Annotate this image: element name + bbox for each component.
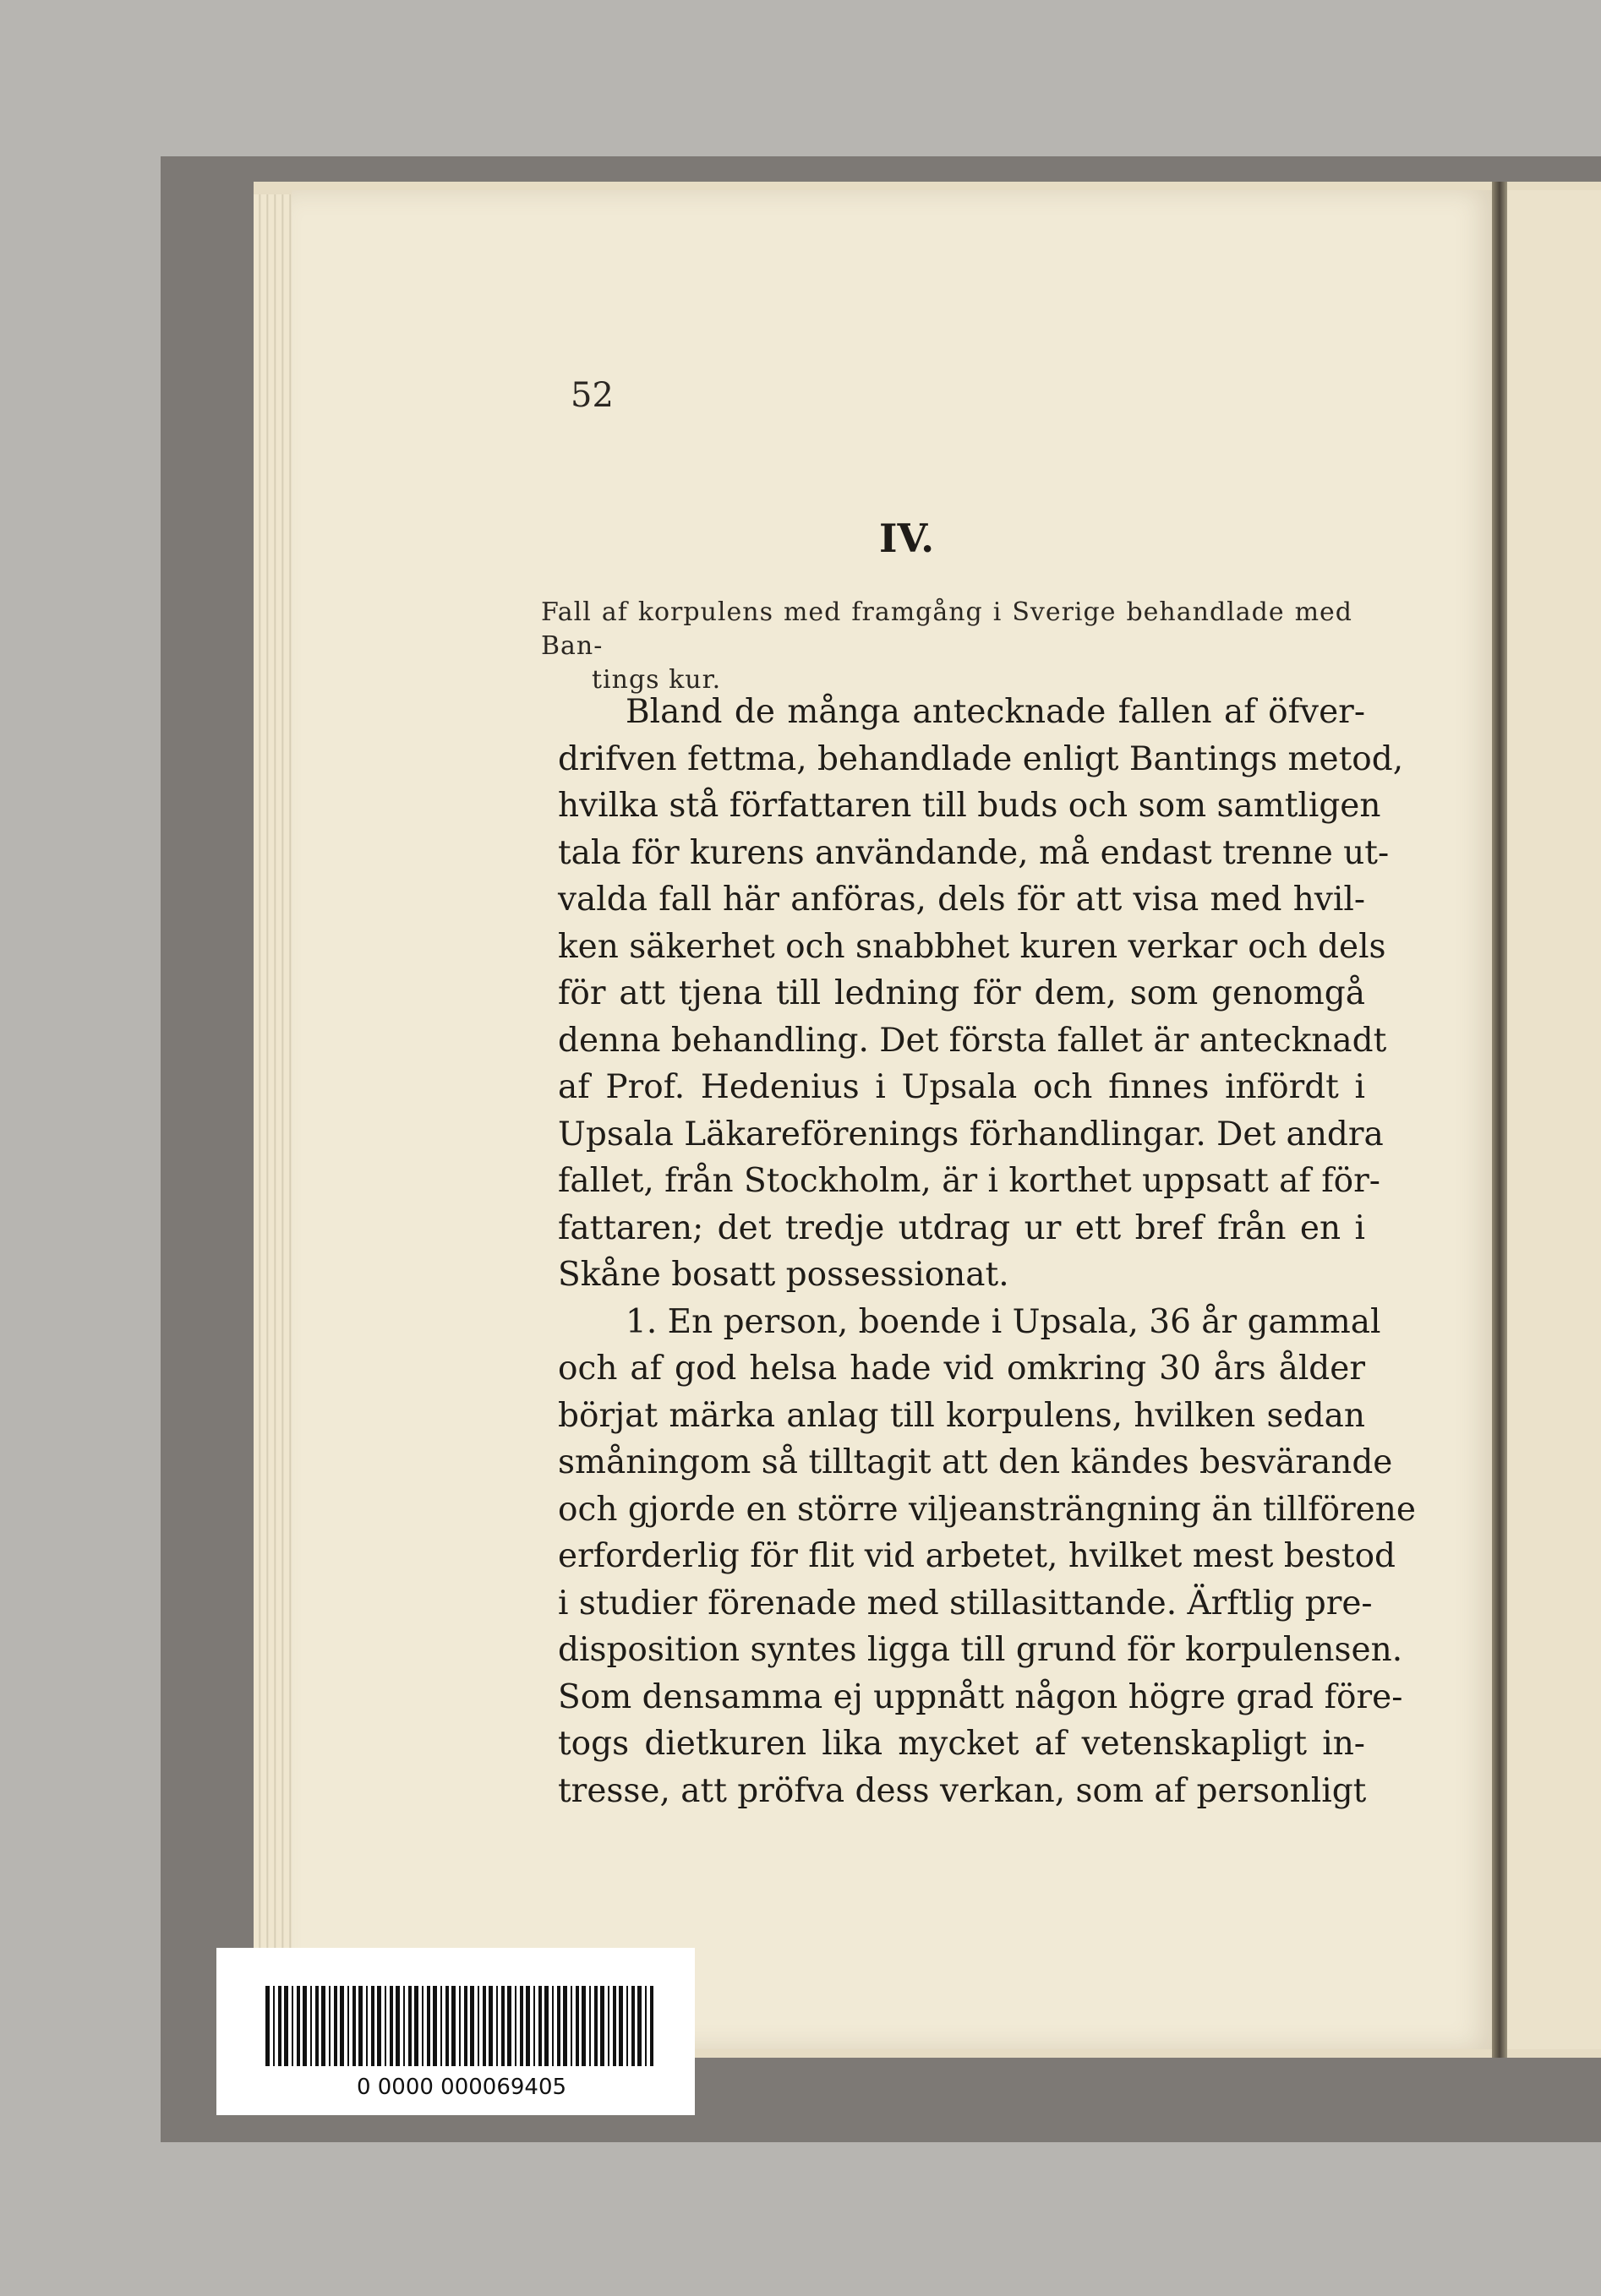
body-text [558, 689, 1416, 1814]
text-line: Upsala Läkareförenings förhandlingar. Det andra [558, 1115, 1384, 1153]
text-line: denna behandling. Det första fallet är antecknadt [558, 1021, 1387, 1060]
text-line: börjat märka anlag till korpulens, hvilken sedan [558, 1396, 1365, 1435]
facing-page-edge [1507, 190, 1601, 2049]
text-line: tresse, att pröfva dess verkan, som af personligt [558, 1771, 1367, 1810]
page-number: 52 [571, 376, 614, 415]
text-line: af Prof. Hedenius i Upsala och finnes infördt i [558, 1068, 1365, 1106]
text-line: drifven fettma, behandlade enligt Bantings metod, [558, 739, 1404, 778]
text-line: småningom så tilltagit att den kändes besvärande [558, 1443, 1393, 1481]
chapter-heading: IV. [879, 515, 935, 561]
text-line: Som densamma ej uppnått någon högre grad före- [558, 1677, 1403, 1716]
text-line: och gjorde en större viljeansträngning än tillförene [558, 1490, 1416, 1529]
text-line: fattaren; det tredje utdrag ur ett bref från en i [558, 1208, 1365, 1247]
text-line: valda fall här anföras, dels för att visa med hvil- [558, 881, 1365, 919]
text-line: och af god helsa hade vid omkring 30 års ålder [558, 1350, 1365, 1388]
text-line: hvilka stå författaren till buds och som samtligen [558, 787, 1381, 825]
text-line: ken säkerhet och snabbhet kuren verkar och dels [558, 927, 1386, 966]
text-line: tala för kurens användande, må endast trenne ut- [558, 833, 1390, 872]
text-line: erforderlig för flit vid arbetet, hvilket mest bestod [558, 1537, 1396, 1575]
chapter-subtitle [541, 596, 1352, 697]
subtitle-line: Fall af korpulens med framgång i Sverige behandlade med Ban- [541, 597, 1352, 661]
text-line: för att tjena till ledning för dem, som genomgå [558, 974, 1365, 1012]
barcode-number: 0 0000 000069405 [356, 2075, 567, 2100]
text-line: disposition syntes ligga till grund för korpulensen. [558, 1631, 1403, 1669]
text-line: i studier förenade med stillasittande. Ärftlig pre- [558, 1584, 1373, 1622]
text-line: fallet, från Stockholm, är i korthet uppsatt af för- [558, 1162, 1380, 1200]
text-line: togs dietkuren lika mycket af vetenskapligt in- [558, 1725, 1365, 1763]
subtitle-line: tings kur. [592, 665, 722, 695]
text-line: Bland de många antecknade fallen af öfver- [626, 693, 1365, 731]
book-gutter [1492, 182, 1507, 2058]
barcode [265, 1986, 654, 2066]
text-line: 1. En person, boende i Upsala, 36 år gammal [626, 1302, 1381, 1341]
text-line: Skåne bosatt possessionat. [558, 1256, 1009, 1294]
barcode-label [216, 1948, 695, 2115]
